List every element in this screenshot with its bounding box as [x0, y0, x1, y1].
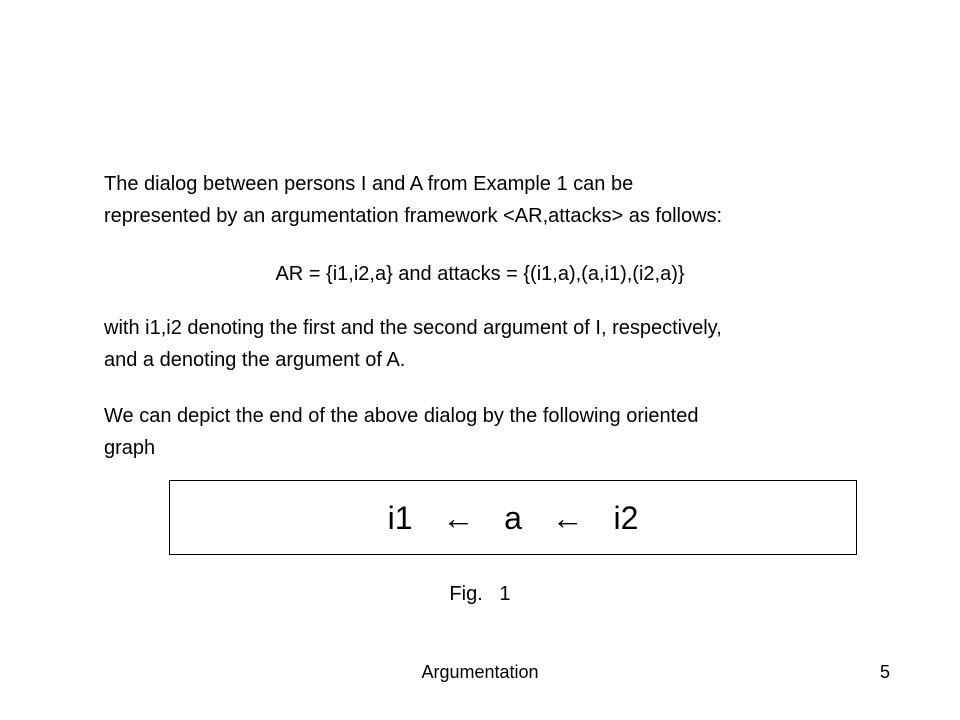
notation-line-1: with i1,i2 denoting the first and the second argument of I, respectively, [104, 317, 722, 339]
graph-intro-paragraph [104, 400, 864, 464]
footer-title: Argumentation [421, 662, 539, 682]
page-number: 5 [880, 662, 891, 682]
figure-caption: Fig. 1 [449, 583, 511, 605]
graph-figure-box [169, 480, 857, 555]
graph-intro-line-2: graph [104, 437, 156, 459]
framework-formula: AR = {i1,i2,a} and attacks = {(i1,a),(a,i1),(i2,a)} [275, 263, 685, 285]
intro-paragraph [104, 168, 864, 232]
intro-line-2: represented by an argumentation framework <AR,attacks> as follows: [104, 205, 723, 227]
notation-line-2: and a denoting the argument of A. [104, 349, 406, 371]
notation-paragraph [104, 312, 864, 376]
intro-line-1: The dialog between persons I and A from Example 1 can be [104, 173, 634, 195]
graph-intro-line-1: We can depict the end of the above dialog by the following oriented [104, 405, 699, 427]
graph-expression: i1 ← a ← i2 [387, 499, 639, 536]
